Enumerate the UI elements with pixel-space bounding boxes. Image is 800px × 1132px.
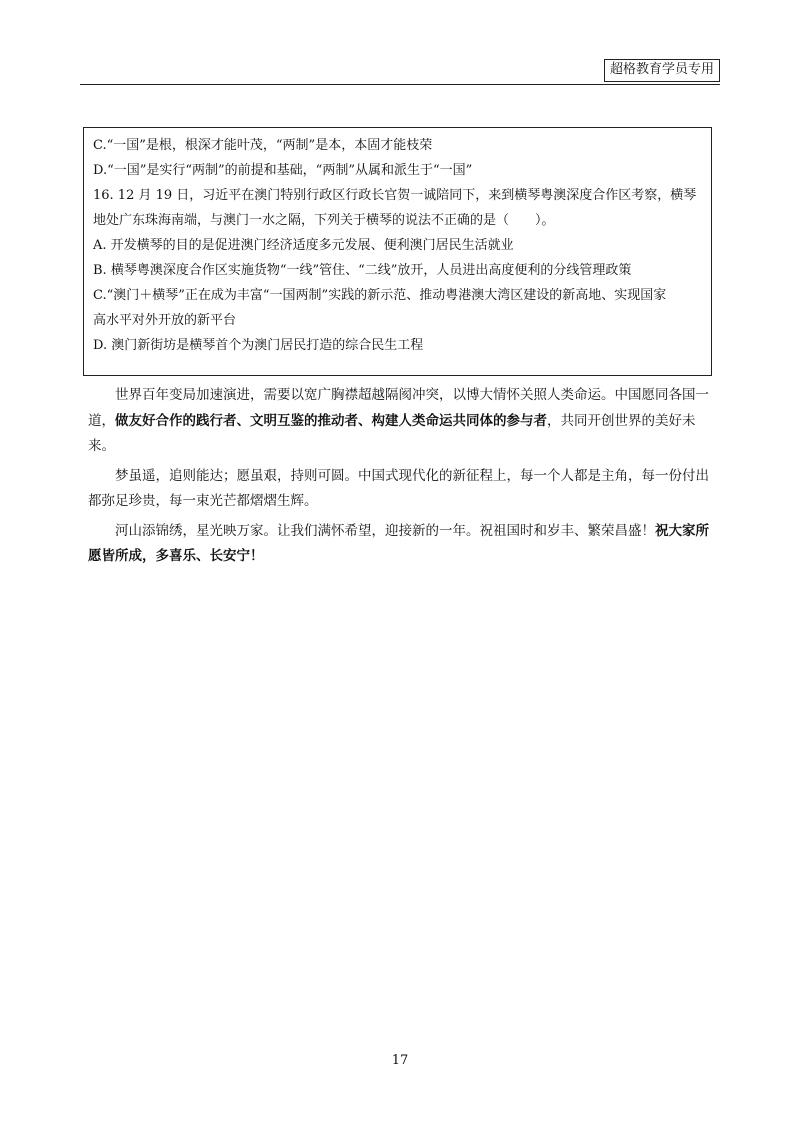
paragraph-1-text-a: 世界百年变局加速演进，需要以宽广胸襟超越隔阂冲突，以博大情怀关照人类命运。中国愿同各国一道，: [88, 387, 709, 429]
paragraph-2: 梦虽遥，追则能达；愿虽艰，持则可圆。中国式现代化的新征程上，每一个人都是主角，每一份付出都弥足珍贵，每一束光芒都熠熠生辉。: [88, 467, 709, 509]
option-c-line1: C.“澳门＋横琴”正在成为丰富“一国两制”实践的新示范、推动粤港澳大湾区建设的新高地、实现国家: [93, 288, 667, 303]
paragraph-3-text: 河山添锦绣，星光映万家。让我们满怀希望，迎接新的一年。祝祖国时和岁丰、繁荣昌盛！: [115, 522, 655, 539]
option-b: B. 横琴粤澳深度合作区实施货物“一线”管住、“二线”放开，人员进出高度便利的分线管理政策: [93, 263, 632, 278]
option-a: A. 开发横琴的目的是促进澳门经济适度多元发展、便利澳门居民生活就业: [93, 238, 514, 253]
option-d-previous: D.“一国”是实行“两制”的前提和基础，“两制”从属和派生于“一国”: [93, 163, 473, 178]
question-16-stem-line1: 16. 12 月 19 日，习近平在澳门特别行政区行政长官贺一诚陪同下，来到横琴粤澳深度合作区考察，横琴: [93, 188, 697, 203]
question-16-stem-line2: 地处广东珠海南端，与澳门一水之隔，下列关于横琴的说法不正确的是（ ）。: [93, 213, 555, 228]
header-tag: 超格教育学员专用: [604, 59, 720, 82]
header-divider: [80, 84, 720, 85]
paragraph-3: [88, 519, 718, 570]
option-c-previous: C.“一国”是根，根深才能叶茂，“两制”是本，本固才能枝荣: [93, 138, 433, 153]
page-number: 17: [391, 1053, 409, 1068]
option-c-line2: 高水平对外开放的新平台: [93, 313, 237, 328]
paragraph-1: [88, 383, 718, 460]
closing-text: [88, 383, 718, 574]
question-box: [83, 127, 712, 376]
option-d: D. 澳门新街坊是横琴首个为澳门居民打造的综合民生工程: [93, 338, 424, 353]
paragraph-3-bold: 祝大家所愿皆所成，多喜乐、长安宁！: [88, 522, 709, 564]
paragraph-1-text-b: ，共同开创世界的美好未来。: [88, 412, 696, 454]
paragraph-1-bold: 做友好合作的践行者、文明互鉴的推动者、构建人类命运共同体的参与者: [115, 412, 547, 429]
